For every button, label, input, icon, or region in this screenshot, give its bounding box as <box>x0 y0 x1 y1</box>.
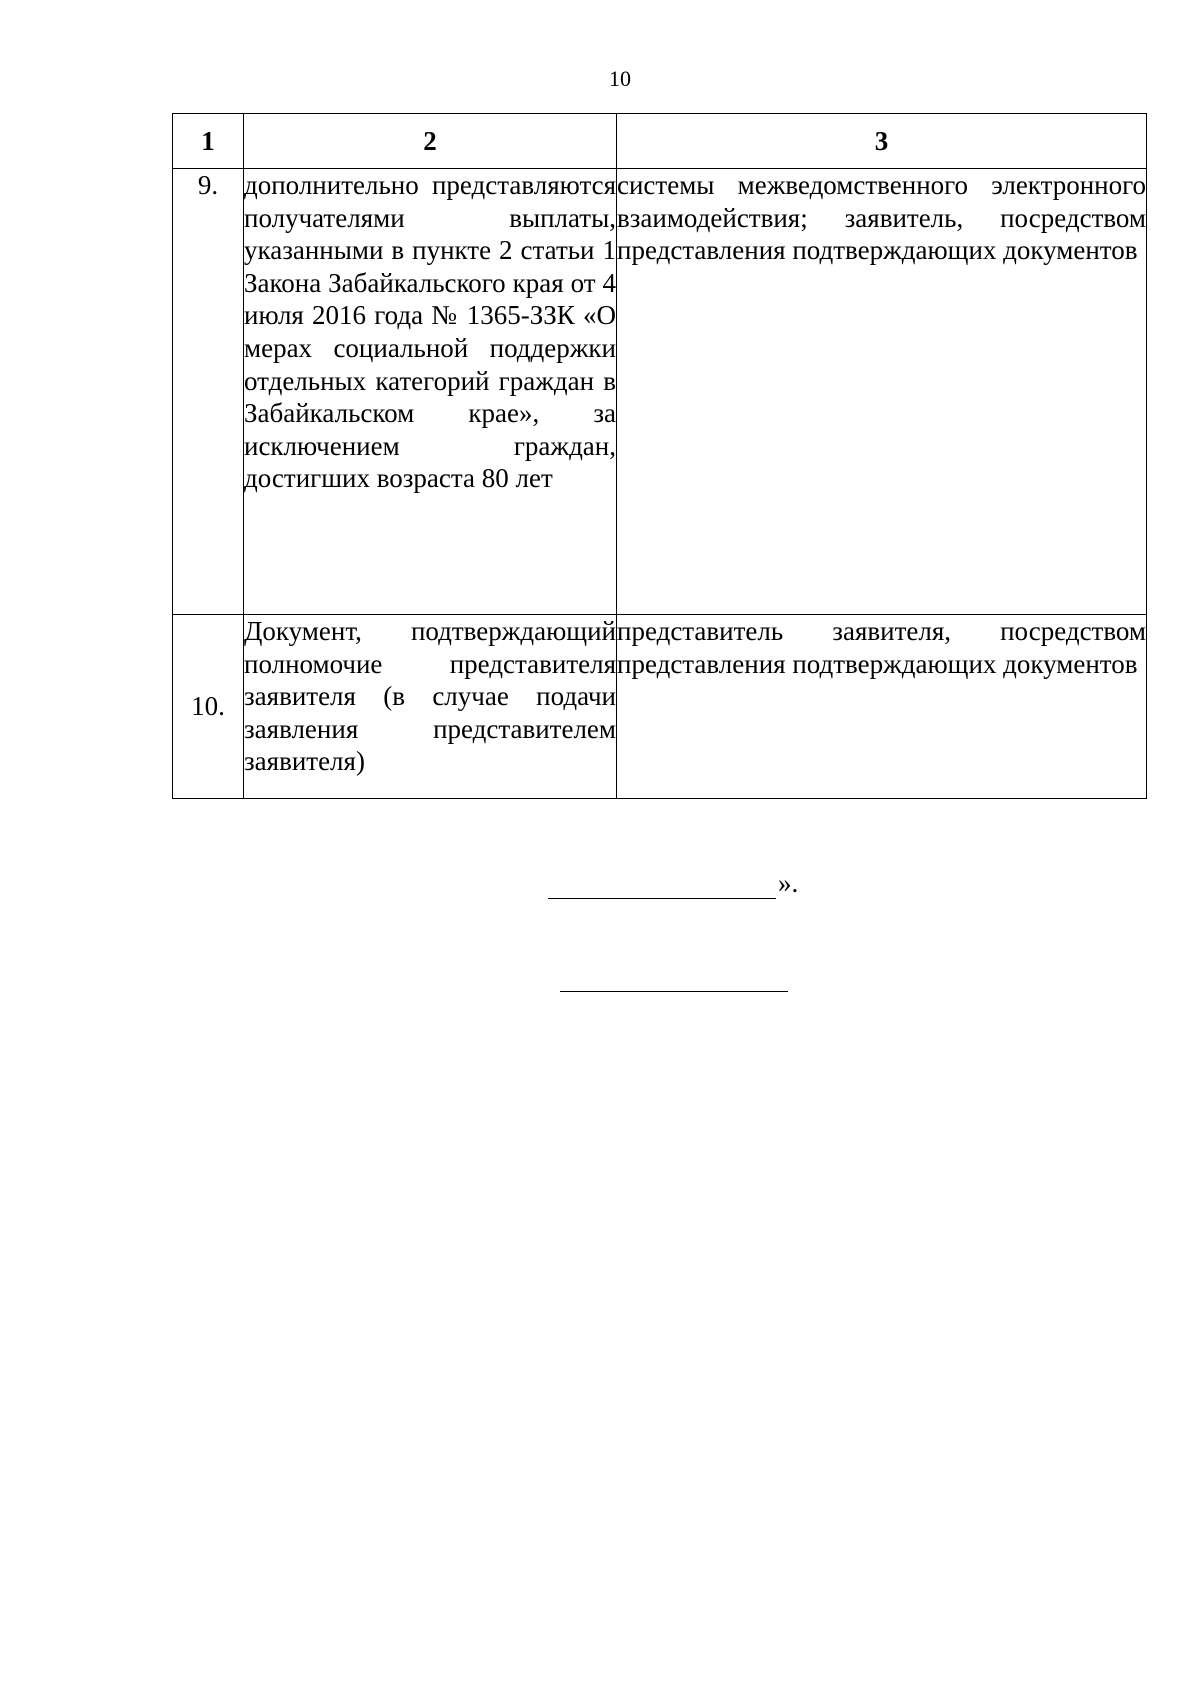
submission-method: системы межведомственного электронного взаимодействия; заявитель, посредством представления подтверждающих документов <box>617 169 1147 615</box>
document-description: дополнительно представляются получателями выплаты, указанными в пункте 2 статьи 1 Закона Забайкальского края от 4 июля 2016 года № 1365-ЗЗК «О мерах социальной поддержки отдельных категорий граждан в Забайкальском крае», за исключением граждан, достигших возраста 80 лет <box>244 169 617 615</box>
row-number: 9. <box>173 169 244 615</box>
table-header-row <box>173 114 1147 169</box>
document-description: Документ, подтверждающий полномочие представителя заявителя (в случае подачи заявления представителем заявителя) <box>244 615 617 799</box>
closing-underline <box>548 870 776 899</box>
page-number: 10 <box>609 66 631 91</box>
submission-method: представитель заявителя, посредством представления подтверждающих документов <box>617 615 1147 799</box>
column-header-3: 3 <box>617 114 1147 169</box>
table-row <box>173 169 1147 615</box>
closing-quote: ». <box>778 868 799 898</box>
documents-table <box>172 113 1147 799</box>
column-header-2: 2 <box>244 114 617 169</box>
row-number: 10. <box>173 615 244 799</box>
table-row <box>173 615 1147 799</box>
closing-mark-line <box>548 867 798 899</box>
column-header-1: 1 <box>173 114 244 169</box>
end-separator-line <box>560 991 788 992</box>
